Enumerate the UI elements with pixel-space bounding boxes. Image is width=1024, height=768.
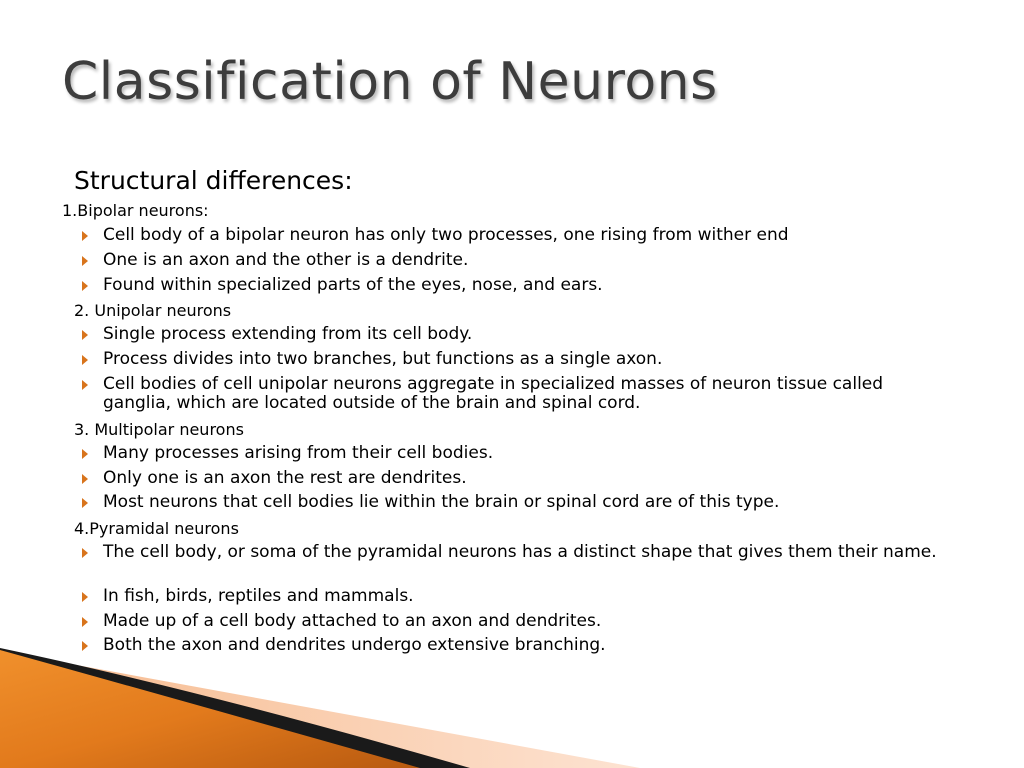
list-item: The cell body, or soma of the pyramidal neurons has a distinct shape that gives them their name. [103,542,937,562]
bullet-arrow-icon [80,591,90,603]
subtitle: Structural differences: [74,166,353,195]
list-item: Cell bodies of cell unipolar neurons aggregate in specialized masses of neuron tissue called ganglia, which are located outside of the brain and spinal cord. [103,374,884,413]
bullet-arrow-icon [80,640,90,652]
bullet-arrow-icon [80,616,90,628]
list-item: Found within specialized parts of the eyes, nose, and ears. [103,275,603,295]
bullet-arrow-icon [80,255,90,267]
bullet-arrow-icon [80,280,90,292]
bullet-arrow-icon [80,329,90,341]
list-item: One is an axon and the other is a dendrite. [103,250,469,270]
section-heading-bipolar: 1.Bipolar neurons: [62,201,209,220]
list-item: Many processes arising from their cell bodies. [103,443,494,463]
bullet-arrow-icon [80,473,90,485]
bullet-arrow-icon [80,379,90,391]
section-heading-unipolar: 2. Unipolar neurons [74,301,232,320]
list-item: Made up of a cell body attached to an axon and dendrites. [103,611,602,631]
bullet-arrow-icon [80,547,90,559]
list-item: Single process extending from its cell body. [103,324,473,344]
bullet-arrow-icon [80,230,90,242]
bullet-arrow-icon [80,497,90,509]
list-item: In fish, birds, reptiles and mammals. [103,586,414,606]
list-item: Process divides into two branches, but functions as a single axon. [103,349,663,369]
bullet-arrow-icon [80,354,90,366]
list-item: Both the axon and dendrites undergo extensive branching. [103,635,606,655]
section-heading-multipolar: 3. Multipolar neurons [74,420,244,439]
section-heading-pyramidal: 4.Pyramidal neurons [74,519,239,538]
bullet-arrow-icon [80,448,90,460]
list-item: Cell body of a bipolar neuron has only two processes, one rising from wither end [103,225,789,245]
list-item: Only one is an axon the rest are dendrites. [103,468,467,488]
slide-title: Classification of Neurons [62,52,718,112]
list-item: Most neurons that cell bodies lie within the brain or spinal cord are of this type. [103,492,780,512]
